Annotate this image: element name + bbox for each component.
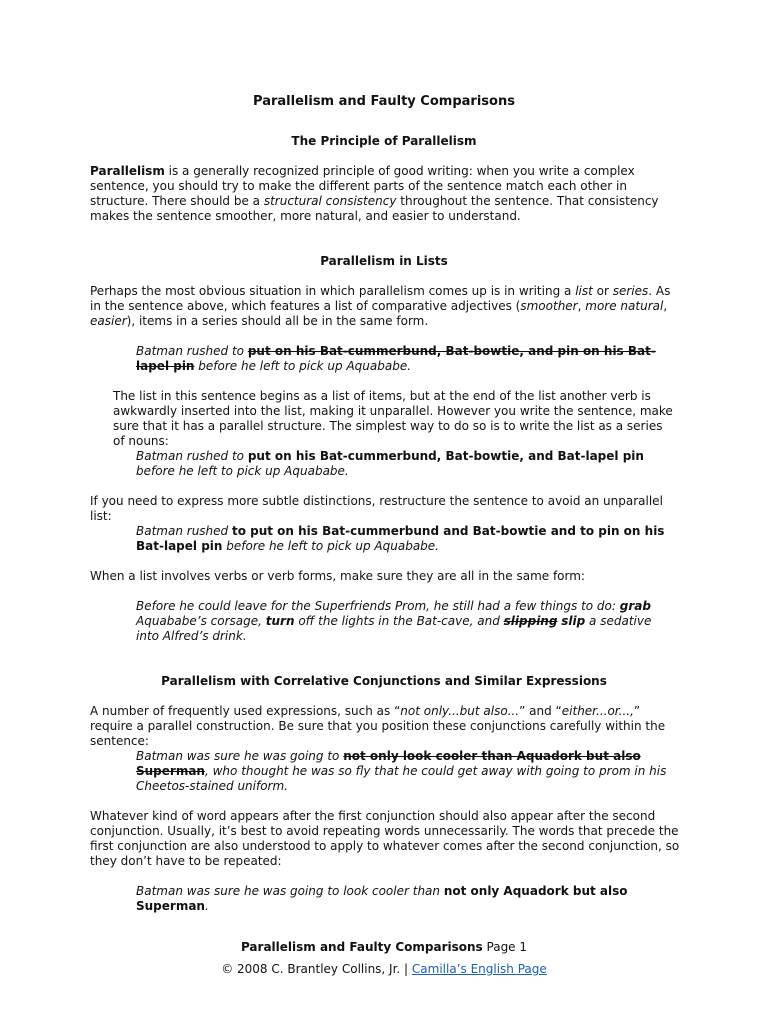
example-sentence: Batman was sure he was going to not only look cooler than Aquadork but also Superman, who thought he was so fly that he could get away with going to prom in his Cheetos-stained uniform. [136, 749, 667, 793]
struck-text: slipping [503, 614, 558, 628]
paragraph-principle: Parallelism is a generally recognized principle of good writing: when you write a complex sentence, you should try to make the different parts of the sentence match each other in structure. There should be a structural consistency throughout the sentence. That consistency makes the sentence smoother, more natural, and easier to understand. [90, 164, 659, 223]
paragraph-explanation: The list in this sentence begins as a list of items, but at the end of the list another verb is awkwardly inserted into the list, making it unparallel. However you write the sentence, make sure that it has a parallel structure. The simplest way to do so is to write the list as a series of nouns: [113, 389, 673, 448]
section-heading-lists: Parallelism in Lists [320, 254, 448, 268]
section-heading-correlative: Parallelism with Correlative Conjunctions and Similar Expressions [161, 674, 607, 688]
example-sentence: Batman rushed to put on his Bat-cummerbund, Bat-bowtie, and pin on his Bat-lapel pin before he left to pick up Aquababe. [136, 344, 656, 373]
paragraph-verb-forms: When a list involves verbs or verb forms, make sure they are all in the same form: [90, 569, 585, 583]
footer-copyright: © 2008 C. Brantley Collins, Jr. | Camilla’s English Page [221, 962, 547, 976]
camillas-english-page-link[interactable]: Camilla’s English Page [411, 962, 547, 976]
paragraph-lists-intro: Perhaps the most obvious situation in which parallelism comes up is in writing a list or series. As in the sentence above, which features a list of comparative adjectives (smoother, more natural, easier), items in a series should all be in the same form. [90, 284, 671, 328]
paragraph-correlative-intro: A number of frequently used expressions, such as “not only...but also...” and “either...or...,” require a parallel construction. Be sure that you position these conjunctions carefully within the sentence: [90, 704, 666, 748]
document-title: Parallelism and Faulty Comparisons [253, 94, 515, 109]
example-sentence: Before he could leave for the Superfriends Prom, he still had a few things to do: grab Aquababe’s corsage, turn off the lights in the Bat-cave, and slipping slip a sedative into Alfred’s drink. [136, 599, 652, 643]
example-sentence: Batman was sure he was going to look cooler than not only Aquadork but also Superman. [136, 884, 628, 913]
section-heading-principle: The Principle of Parallelism [291, 134, 477, 148]
struck-text: not only look cooler than Aquadork but also Superman [136, 749, 641, 778]
term-parallelism: Parallelism [90, 164, 165, 178]
paragraph-subtle: If you need to express more subtle distinctions, restructure the sentence to avoid an unparallel list: [90, 494, 663, 523]
footer-page-number: Page 1 [482, 940, 528, 954]
footer-title: Parallelism and Faulty Comparisons [240, 940, 483, 954]
example-sentence: Batman rushed to put on his Bat-cummerbund and Bat-bowtie and to pin on his Bat-lapel pin before he left to pick up Aquababe. [136, 524, 665, 553]
example-sentence: Batman rushed to put on his Bat-cummerbund, Bat-bowtie, and Bat-lapel pin before he left to pick up Aquababe. [136, 449, 644, 478]
paragraph-conjunction-rule: Whatever kind of word appears after the first conjunction should also appear after the second conjunction. Usually, it’s best to avoid repeating words unnecessarily. The words that precede the first conjunction are also understood to apply to whatever comes after the second conjunction, so they don’t have to be repeated: [90, 809, 680, 868]
footer-page-label [0, 940, 768, 955]
struck-text: put on his Bat-cummerbund, Bat-bowtie, and pin on his Bat-lapel pin [136, 344, 656, 373]
